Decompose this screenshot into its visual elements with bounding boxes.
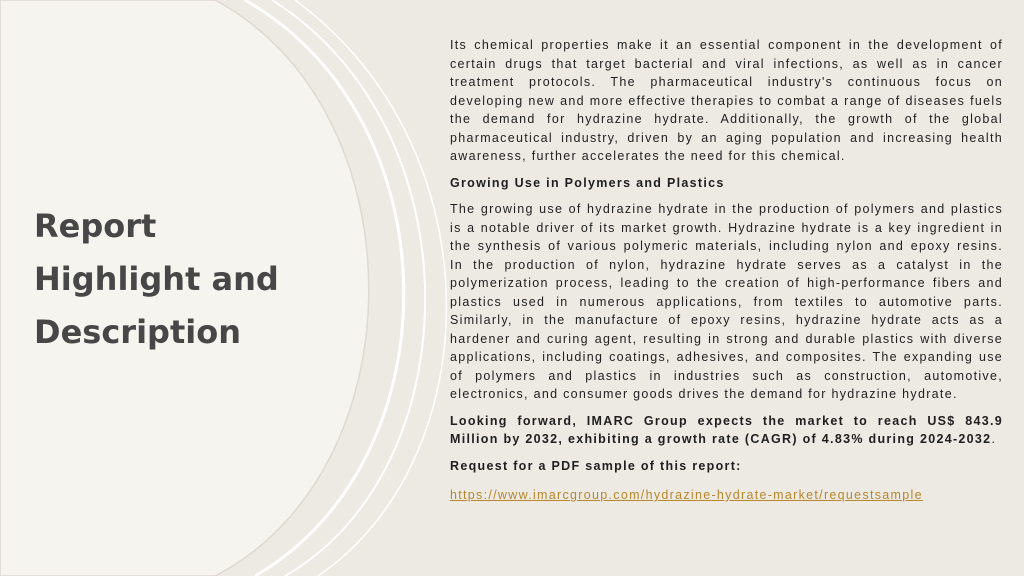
title-line-3: Description	[34, 313, 241, 351]
title-line-1: Report	[34, 207, 157, 245]
page-title	[34, 200, 334, 359]
report-description	[450, 36, 1003, 505]
sample-request-link[interactable]: https://www.imarcgroup.com/hydrazine-hydrate-market/requestsample	[450, 488, 923, 502]
paragraph-pharma: Its chemical properties make it an essential component in the development of certain drugs that target bacterial and viral infections, as well as in cancer treatment protocols. The pharmaceutical industry's continuous focus on developing new and more effective therapies to combat a range of diseases fuels the demand for hydrazine hydrate. Additionally, the growth of the global pharmaceutical industry, driven by an aging population and increasing health awareness, further accelerates the need for this chemical.	[450, 38, 1003, 163]
request-label: Request for a PDF sample of this report:	[450, 458, 742, 473]
forecast-text: Looking forward, IMARC Group expects the market to reach US$ 843.9 Million by 2032, exhibiting a growth rate (CAGR) of 4.83% during 2024-2032	[450, 413, 1003, 446]
paragraph-polymers: The growing use of hydrazine hydrate in the production of polymers and plastics is a notable driver of its market growth. Hydrazine hydrate is a key ingredient in the synthesis of various polymeric materials, including nylon and epoxy resins. In the production of nylon, hydrazine hydrate serves as a catalyst in the polymerization process, leading to the creation of high-performance fibers and plastics used in numerous applications, from textiles to automotive parts. Similarly, in the manufacture of epoxy resins, hydrazine hydrate acts as a hardener and curing agent, resulting in strong and durable plastics with diverse applications, including coatings, adhesives, and composites. The expanding use of polymers and plastics in industries such as construction, automotive, electronics, and consumer goods drives the demand for hydrazine hydrate.	[450, 202, 1003, 401]
title-line-2: Highlight and	[34, 260, 279, 298]
section-heading: Growing Use in Polymers and Plastics	[450, 175, 725, 190]
forecast-period: .	[991, 432, 997, 446]
forecast-paragraph	[450, 412, 1003, 449]
